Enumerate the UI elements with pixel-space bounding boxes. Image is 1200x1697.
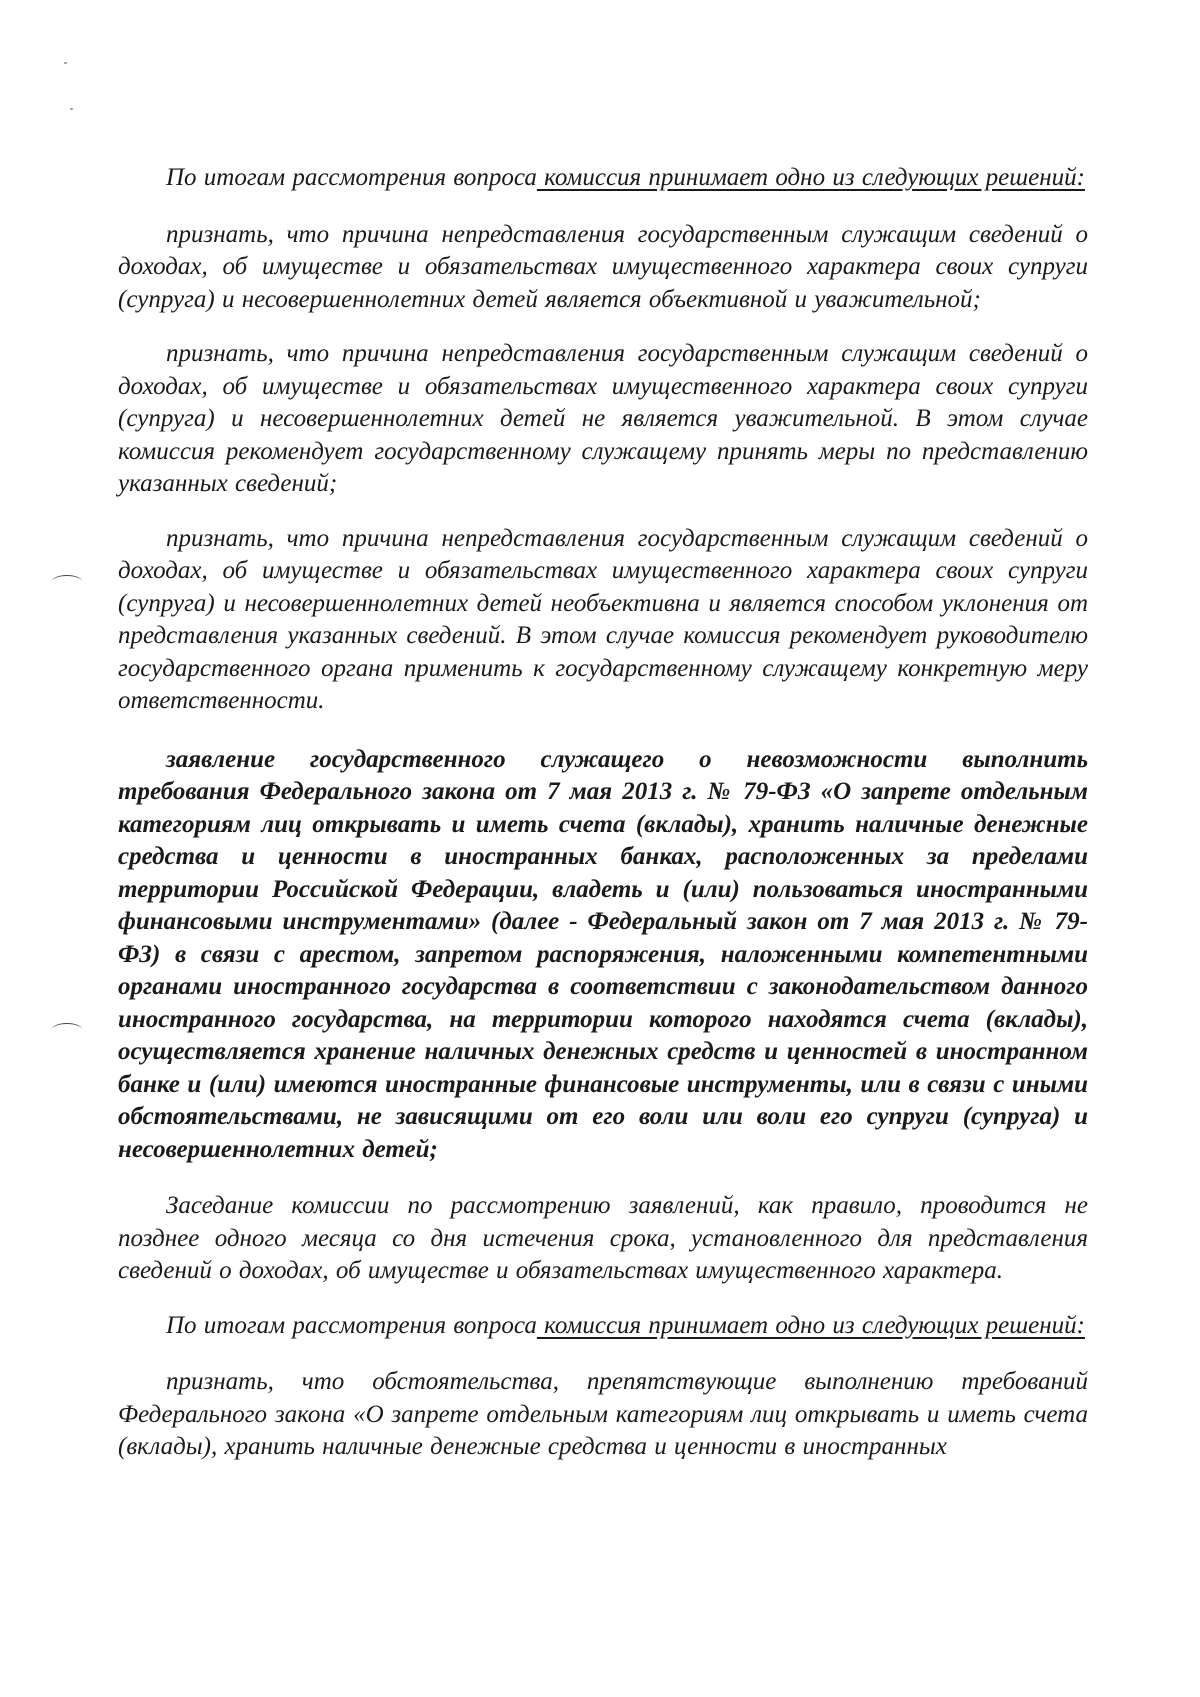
decision-not-valid-paragraph: признать, что причина непредставления государственным служащим сведений о доходах, об имуществе и обязательствах имущественного характера своих супруги (супруга) и несовершеннолетних детей не является уважительной. В этом случае комиссия рекомендует государственному служащему принять меры по представлению указанных сведений;: [118, 340, 1088, 497]
scan-mark: [52, 1023, 82, 1036]
intro-underlined-text: комиссия принимает одно из следующих решений:: [536, 164, 1085, 191]
decision-evasion-paragraph: признать, что причина непредставления государственным служащим сведений о доходах, об имуществе и обязательствах имущественного характера своих супруги (супруга) и несовершеннолетних детей необъективна и является способом уклонения от представления указанных сведений. В этом случае комиссия рекомендует руководителю государственного органа применить к государственному служащему конкретную меру ответственности.: [118, 524, 1088, 714]
decision-circumstances-paragraph: признать, что обстоятельства, препятствующие выполнению требований Федерального закона «О запрете отдельным категориям лиц открывать и иметь счета (вклады), хранить наличные денежные средства и ценности в иностранных: [118, 1368, 1088, 1460]
scan-speck: [64, 62, 67, 64]
intro-lead-text: По итогам рассмотрения вопроса: [166, 164, 537, 191]
scan-mark: [52, 575, 82, 588]
decision-objective-paragraph: признать, что причина непредставления государственным служащим сведений о доходах, об имуществе и обязательствах имущественного характера своих супруги (супруга) и несовершеннолетних детей является объективной и уважительной;: [118, 220, 1088, 313]
intro-lead-text: По итогам рассмотрения вопроса: [166, 1311, 537, 1339]
intro-underlined-text: комиссия принимает одно из следующих решений:: [536, 1311, 1085, 1339]
meeting-paragraph: Заседание комиссии по рассмотрению заявлений, как правило, проводится не позднее одного месяца со дня истечения срока, установленного для представления сведений о доходах, об имуществе и обязательствах имущественного характера.: [118, 1192, 1088, 1284]
document-page: [118, 162, 1088, 1486]
scan-speck: [70, 108, 73, 110]
decision-intro-paragraph-2: [118, 1310, 1088, 1343]
decision-intro-paragraph: [118, 162, 1088, 195]
statement-paragraph: заявление государственного служащего о невозможности выполнить требования Федерального закона от 7 мая 2013 г. № 79-ФЗ «О запрете отдельным категориям лиц открывать и иметь счета (вклады), хранить наличные денежные средства и ценности в иностранных банках, расположенных за пределами территории Российской Федерации, владеть и (или) пользоваться иностранными финансовыми инструментами» (далее - Федеральный закон от 7 мая 2013 г. № 79-ФЗ) в связи с арестом, запретом распоряжения, наложенными компетентными органами иностранного государства в соответствии с законодательством данного иностранного государства, на территории которого находятся счета (вклады), осуществляется хранение наличных денежных средств и ценностей в иностранном банке и (или) имеются иностранные финансовые инструменты, или в связи с иными обстоятельствами, не зависящими от его воли или воли его супруги (супруга) и несовершеннолетних детей;: [118, 745, 1088, 1163]
